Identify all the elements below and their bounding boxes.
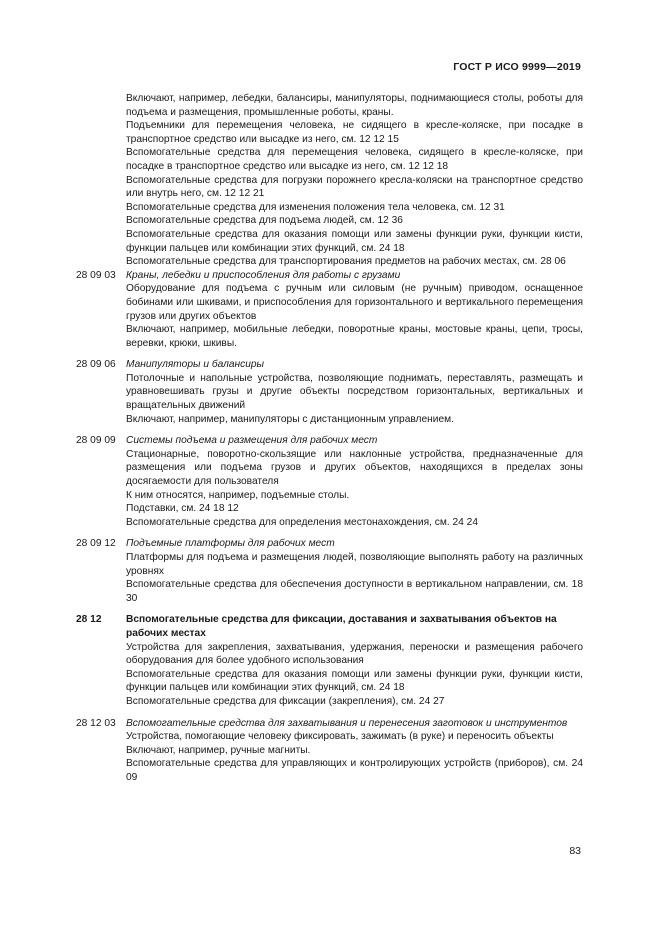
entry-paragraph: Включают, например, ручные магниты. [126,744,311,756]
entry-paragraph: Вспомогательные средства для определения местонахождения, см. 24 24 [126,516,478,528]
entry-28-12-03 [76,717,583,785]
entry-28-09-03 [76,269,583,351]
entry-28-09-06 [76,358,583,426]
entry-code: 28 12 03 [76,717,116,729]
intro-paragraph: Вспомогательные средства для перемещения человека, сидящего в кресле-коляске, при посадке в транспортное средство или высадке из него, см. 12 12 18 [126,147,583,172]
entry-paragraph: Вспомогательные средства для обеспечения доступности в вертикальном направлении, см. 18 30 [126,579,583,604]
intro-paragraph: Вспомогательные средства для подъема людей, см. 12 36 [126,215,403,227]
entry-28-12 [76,613,583,708]
entry-paragraph: Вспомогательные средства для управляющих и контролирующих устройств (приборов), см. 24 09 [126,758,583,783]
entry-title: Вспомогательные средства для захватывания и перенесения заготовок и инструментов [126,717,568,729]
entry-title: Подъемные платформы для рабочих мест [126,538,335,550]
entry-title: Системы подъема и размещения для рабочих мест [126,435,378,447]
document-header: ГОСТ Р ИСО 9999—2019 [453,61,581,73]
intro-paragraph: Вспомогательные средства для транспортирования предметов на рабочих местах, см. 28 06 [126,256,566,268]
intro-paragraph: Вспомогательные средства для оказания помощи или замены функции руки, функции кисти, функции пальцев или комбинации этих функций, см. 24 18 [126,228,583,254]
entry-paragraph: Включают, например, манипуляторы с дистанционным управлением. [126,413,454,425]
entry-body [126,434,583,529]
entry-code: 28 12 [76,614,102,626]
entry-code: 28 09 06 [76,359,116,371]
entry-title: Вспомогательные средства для фиксации, доставания и захватывания объектов на рабочих местах [126,614,557,639]
entry-paragraph: Подставки, см. 24 18 12 [126,503,239,515]
entry-paragraph: Оборудование для подъема с ручным или силовым (не ручным) приводом, оснащенное бобинами или шкивами, и приспособления для горизонтального и вертикального перемещения грузов или других объектов [126,283,583,322]
entry-28-09-12 [76,537,583,605]
entry-code: 28 09 09 [76,435,116,447]
entry-paragraph: К ним относятся, например, подъемные столы. [126,489,350,501]
entry-code: 28 09 03 [76,269,116,281]
entry-paragraph: Устройства для закрепления, захватывания, удержания, переноски и размещения рабочего оборудования для более удобного использования [126,641,583,667]
entry-paragraph: Платформы для подъема и размещения людей, позволяющие выполнять работу на различных уровнях [126,552,583,577]
intro-paragraph: Вспомогательные средства для погрузки порожнего кресла-коляски на транспортное средство или внутрь него, см. 12 12 21 [126,174,583,200]
entry-28-09-09 [76,434,583,529]
entry-body [126,358,583,426]
intro-paragraph: Включают, например, лебедки, балансиры, манипуляторы, поднимающиеся столы, роботы для подъема и размещения, промышленные роботы, краны. [126,93,583,118]
entry-paragraph: Включают, например, мобильные лебедки, поворотные краны, мостовые краны, цепи, тросы, веревки, крюки, шкивы. [126,324,583,349]
entry-body [126,537,583,605]
entry-paragraph: Вспомогательные средства для оказания помощи или замены функции руки, функции кисти, функции пальцев или комбинации этих функций, см. 24 18 [126,668,583,694]
entry-body [126,613,583,708]
entry-paragraph: Стационарные, поворотно-скользящие или наклонные устройства, предназначенные для размещения или подъема грузов и других объектов, находящихся в пределах зоны досягаемости для пользователя [126,448,583,488]
entry-title: Манипуляторы и балансиры [126,359,265,371]
intro-block [126,92,583,269]
page-number: 83 [569,845,581,857]
entry-paragraph: Устройства, помогающие человеку фиксировать, зажимать (в руке) и переносить объекты [126,731,554,743]
entry-title: Краны, лебедки и приспособления для работы с грузами [126,269,401,281]
page-content [76,92,583,785]
intro-paragraph: Подъемники для перемещения человека, не сидящего в кресле-коляске, при посадке в транспортное средство или высадке из него, см. 12 12 15 [126,120,583,145]
entry-body [126,269,583,351]
intro-paragraph: Вспомогательные средства для изменения положения тела человека, см. 12 31 [126,201,505,213]
entry-paragraph: Потолочные и напольные устройства, позволяющие поднимать, переставлять, размещать и уравновешивать грузы и другие объекты посредством горизонтальных, вертикальных и вращательных движений [126,372,583,412]
entry-code: 28 09 12 [76,538,116,550]
entry-paragraph: Вспомогательные средства для фиксации (закрепления), см. 24 27 [126,695,445,707]
entry-body [126,717,583,785]
